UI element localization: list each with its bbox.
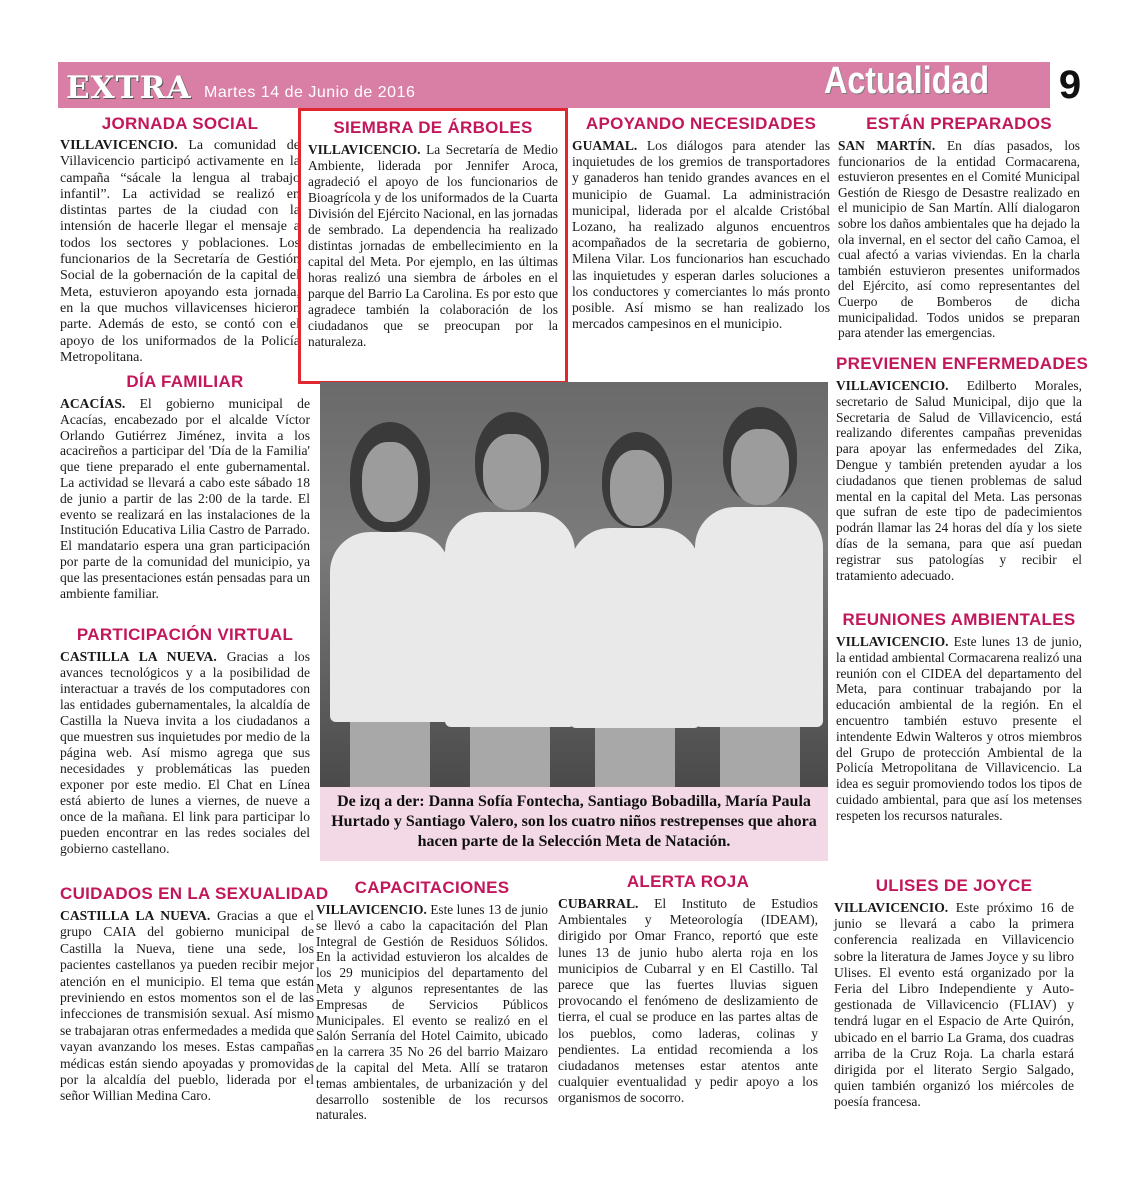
article-dateline: ACACÍAS.	[60, 396, 126, 411]
article-siembra-de-arboles	[308, 118, 558, 350]
child-figure	[445, 412, 575, 787]
article-title: PARTICIPACIÓN VIRTUAL	[76, 625, 294, 644]
article-title: DÍA FAMILIAR	[126, 372, 244, 391]
article-capacitaciones	[316, 878, 548, 1123]
newspaper-logo: EXTRA	[66, 70, 192, 106]
article-dateline: VILLAVICENCIO.	[308, 142, 421, 157]
article-body: Este próximo 16 de junio se llevará a cabo la primera conferencia realizada en Villavicencio sobre la literatura de James Joyce y su libro Ulises. El evento está organizado por la Feria del Libro Independiente y Auto-gestionada de Villavicencio (FLIAV) y tendrá lugar en el Espacio de Arte Quirón, ubicado en el barrio La Grama, dos cuadras arriba de la Cruz Roja. La charla estará dirigida por el literato Sergio Salgado, quien también organizó los miércoles de poesía francesa.	[834, 900, 1074, 1110]
article-body: Edilberto Morales, secretario de Salud Municipal, dijo que la Secretaria de Salud de Villavicencio, está realizando diferentes campañas prevenidas para apoyar las enfermedades del Zika, Dengue y también pretenden ayudar a los ciudadanos que tienen problemas de salud mental en la capital del Meta. Las personas que sufran de este tipo de padecimientos podrán llamar las 24 horas del día y los siete días de la semana, para que así puedan registrar sus patologías y recibir el tratamiento adecuado.	[836, 378, 1082, 583]
article-dateline: VILLAVICENCIO.	[316, 902, 427, 917]
article-title: CAPACITACIONES	[354, 878, 510, 897]
article-body: Los diálogos para atender las inquietudes de los gremios de transportadores y ganaderos han tenido grandes avances en el municipio de Guamal. La administración municipal, liderada por el alcalde Cristóbal Lozano, ha realizado algunos encuentros acompañados de la secretaria de gobierno, Milena Vilar. Los funcionarios han escuchado las inquietudes y esperan darles soluciones a los conductores y comerciantes lo más pronto posible. Así mismo se han realizado los mercados campesinos en el municipio.	[572, 138, 830, 332]
article-body: La Secretaría de Medio Ambiente, liderada por Jennifer Aroca, agradeció el apoyo de los funcionarios de Bioagrícola y de los uniformados de la Cuarta División del Ejército Nacional, en las jornadas de sembrado. La dependencia ha realizado distintas jornadas de embellecimiento en la capital del Meta. Por ejemplo, en las últimas horas realizó una siembra de árboles en el parque del Barrio La Carolina. Es por esto que agradece también la colaboración de los ciudadanos que se preocupan por la naturaleza.	[308, 142, 558, 349]
article-body: Gracias a los avances tecnológicos y a la posibilidad de interactuar a través de los computadores con las entidades gubernamentales, la alcaldía de Castilla la Nueva invita a los ciudadanos a que muestren sus inquietudes por medio de la página web. Así mismo agrega que sus necesidades y problemáticas las pueden exponer por este medio. El Chat en Línea está abierto de lunes a viernes, de nueve a once de la mañana. El link para participar lo pueden encontrar en las redes sociales del gobierno castellano.	[60, 649, 310, 856]
article-dateline: VILLAVICENCIO.	[834, 900, 949, 915]
article-body: El Instituto de Estudios Ambientales y Meteorología (IDEAM), dirigido por Omar Franco, reportó que este lunes 13 de junio hubo alerta roja en los municipios de Cubarral y en El Castillo. Tal parece que las fuertes lluvias siguen provocando el fenómeno de deslizamiento de tierra, el cual se produce en las partes altas de los pueblos, como laderas, colinas y pendientes. La entidad recomienda a los ciudadanos metenses estar atentos ante cualquier eventualidad y pedir apoyo a los organismos de socorro.	[558, 896, 818, 1106]
article-dateline: CUBARRAL.	[558, 896, 639, 911]
article-title: ULISES DE JOYCE	[875, 876, 1033, 895]
article-title: REUNIONES AMBIENTALES	[842, 610, 1076, 629]
article-dia-familiar	[60, 372, 310, 601]
article-jornada-social	[60, 114, 300, 366]
article-title: JORNADA SOCIAL	[101, 114, 259, 133]
article-dateline: VILLAVICENCIO.	[836, 634, 949, 649]
article-body: En días pasados, los funcionarios de la entidad Cormacarena, estuvieron presentes en el Comité Municipal Gestión de Riesgo de Desastre realizado en el municipio de San Martín. Allí dialogaron sobre los daños ambientales que ha dejado la ola invernal, en el sector del caño Camoa, el cual afectó a varias viviendas. En la charla también estuvieron presentes uniformados del Ejército, así como representantes del Cuerpo de Bomberos de dicha municipalidad. Todos unidos se preparan para atender las emergencias.	[838, 138, 1080, 341]
article-estan-preparados	[838, 114, 1080, 341]
article-dateline: CASTILLA LA NUEVA.	[60, 908, 211, 923]
article-title: CUIDADOS EN LA SEXUALIDAD	[60, 884, 329, 903]
section-title: Actualidad	[824, 60, 990, 102]
article-body: Este lunes 13 de junio, la entidad ambiental Cormacarena realizó una reunión con el CIDEA del departamento del Meta, para continuar trabajando por la educación ambiental de la región. En el encuentro también estuvo presente el intendente Edwin Walteros y otros miembros del Grupo de protección Ambiental de la Policía Metropolitana de Villavicencio. La idea es seguir promoviendo todos los tipos de cuidado ambiental, para que así los metenses respeten los recursos naturales.	[836, 634, 1082, 823]
article-previenen-enfermedades	[836, 354, 1089, 583]
article-body: El gobierno municipal de Acacías, encabezado por el alcalde Víctor Orlando Gutiérrez Jiménez, invita a los acacireños a participar del 'Día de la Familia' que tiene preparado el ente gubernamental. La actividad se llevará a cabo este sábado 18 de junio a partir de las 2:00 de la tarde. El evento se realizará en las instalaciones de la Institución Educativa Lilia Castro de Parrado. El mandatario espera una gran participación por parte de la comunidad del municipio, ya que las presentaciones están pensadas para un ambiente familiar.	[60, 396, 310, 601]
child-figure	[695, 407, 823, 787]
photo-swimmers	[320, 382, 828, 787]
article-title: PREVIENEN ENFERMEDADES	[836, 354, 1089, 373]
article-alerta-roja	[558, 872, 818, 1107]
article-dateline: VILLAVICENCIO.	[836, 378, 949, 393]
child-figure	[330, 422, 450, 787]
article-title: SIEMBRA DE ÁRBOLES	[333, 118, 533, 137]
article-body: La comunidad de Villavicencio participó activamente en la campaña “sácale la lengua al trabajo infantil”. La actividad se realizó en distintas partes de la ciudad con la intensión de hacerle llegar el mensaje a todos los sectores y poblaciones. Los funcionarios de la Secretaría de Gestión Social de la gobernación de la capital del Meta, estuvieron apoyando esta jornada, en la que muchos villavicenses hicieron parte. Además de esto, se contó con el apoyo de los uniformados de la Policía Metropolitana.	[60, 138, 300, 365]
page-number: 9	[1050, 62, 1090, 108]
issue-date: Martes 14 de Junio de 2016	[204, 84, 416, 101]
article-body: Gracias a que el grupo CAIA del gobierno municipal de Castilla la Nueva, tiene una sede, los pacientes castellanos ya pueden recibir mejor atención en el municipio. El tema que están previniendo en estos momentos son el de las infecciones de transmisión sexual. Así mismo se trabajaran otras enfermedades a medida que vayan avanzando los meses. Estas campañas médicas están siendo apoyadas y promovidas por la alcaldía del pueblo, liderada por el señor Willian Medina Caro.	[60, 908, 314, 1104]
article-title: APOYANDO NECESIDADES	[585, 114, 817, 133]
article-dateline: CASTILLA LA NUEVA.	[60, 649, 217, 664]
article-body: Este lunes 13 de junio se llevó a cabo la capacitación del Plan Integral de Gestión de Residuos Sólidos. En la actividad estuvieron los alcaldes de los 29 municipios del departamento del Meta y algunos representantes de las Empresas de Servicios Públicos Municipales. El evento se realizó en el Salón Serranía del Hotel Caimito, ubicado en la carrera 35 No 26 del barrio Maizaro de la capital del Meta. Allí se trataron temas ambientales, de urbanización y del desarrollo sostenible de los recursos naturales.	[316, 902, 548, 1123]
article-dateline: SAN MARTÍN.	[838, 138, 936, 153]
article-reuniones-ambientales	[836, 610, 1082, 824]
article-title: ESTÁN PREPARADOS	[866, 114, 1052, 133]
article-apoyando-necesidades	[572, 114, 830, 332]
article-participacion-virtual	[60, 625, 310, 857]
article-ulises-de-joyce	[834, 876, 1074, 1111]
article-title: ALERTA ROJA	[626, 872, 750, 891]
article-cuidados-sexualidad	[60, 884, 329, 1105]
photo-caption: De izq a der: Danna Sofía Fontecha, Santiago Bobadilla, María Paula Hurtado y Santiago Valero, son los cuatro niños restrepenses que ahora hacen parte de la Selección Meta de Natación.	[331, 793, 817, 850]
article-dateline: VILLAVICENCIO.	[60, 138, 178, 153]
child-figure	[570, 432, 700, 787]
article-dateline: GUAMAL.	[572, 138, 638, 153]
